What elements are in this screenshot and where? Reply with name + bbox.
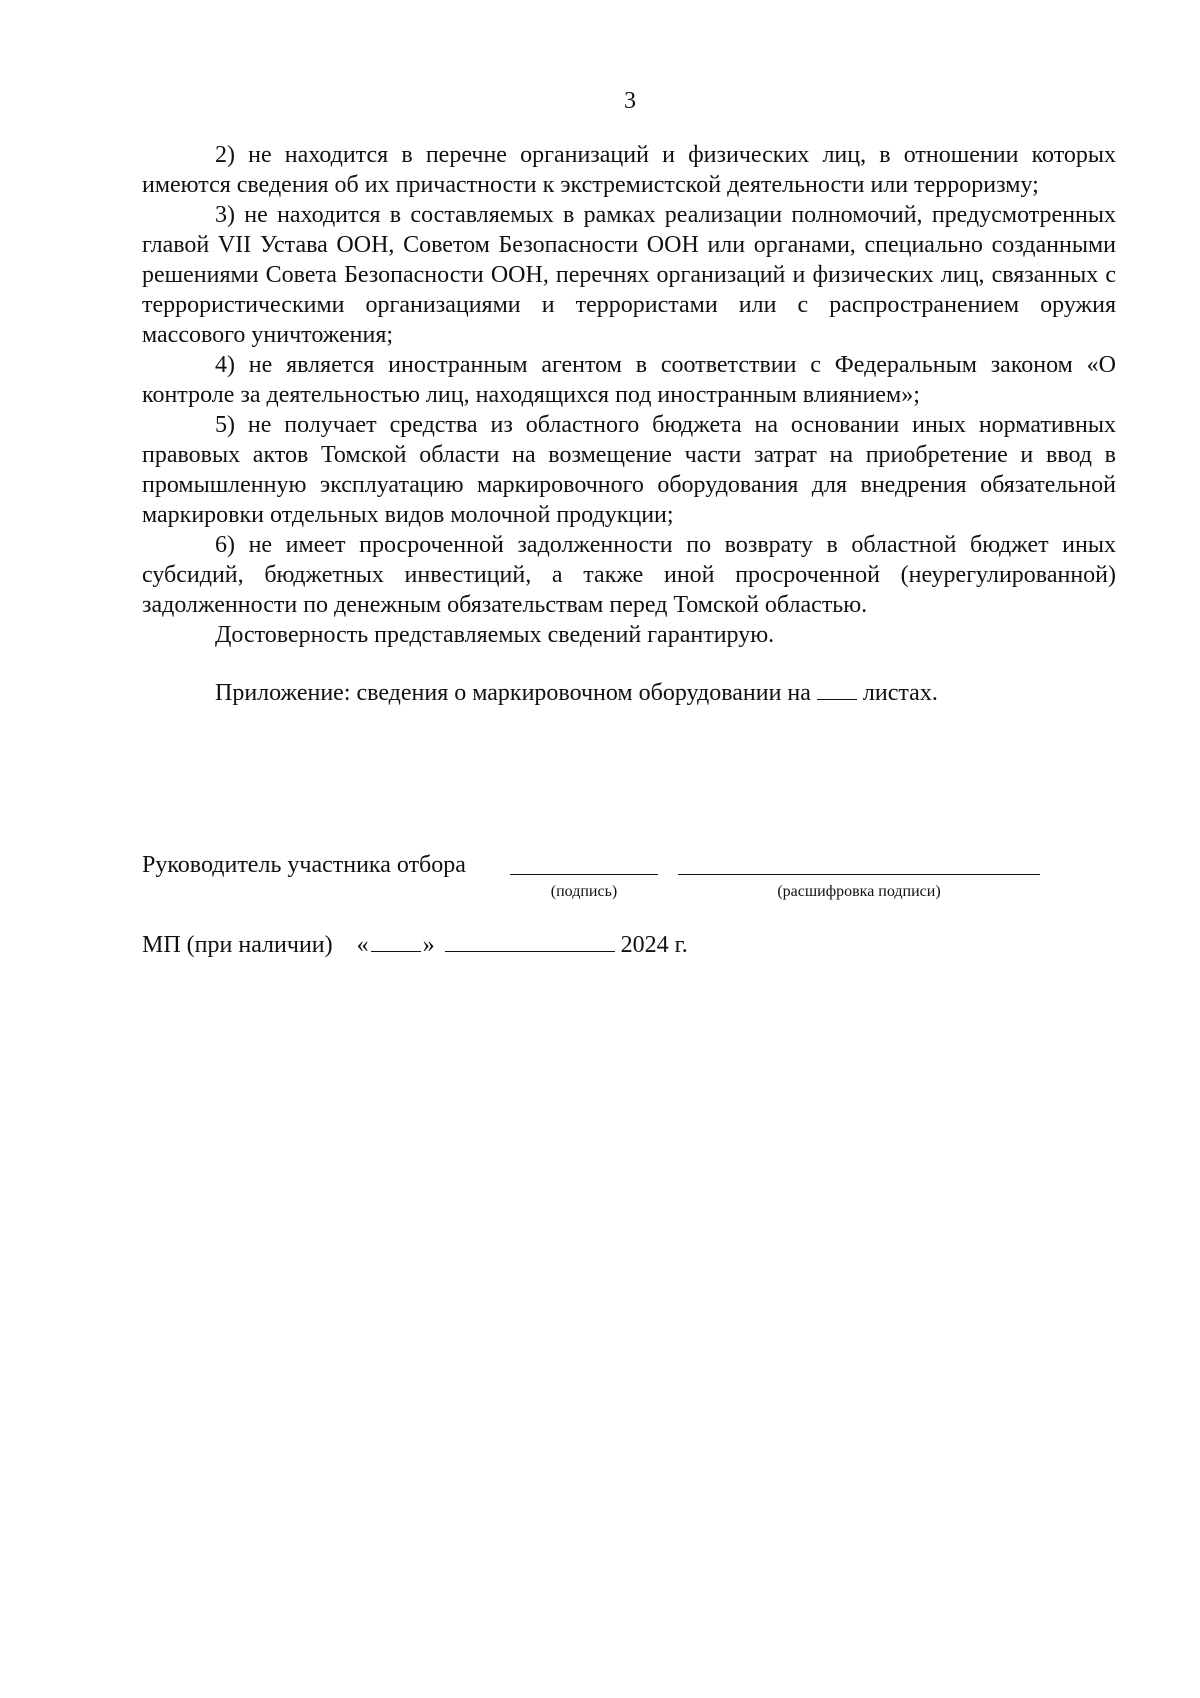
guarantee-statement: Достоверность представляемых сведений гарантирую. bbox=[215, 622, 775, 648]
signature-decode-blank[interactable] bbox=[678, 874, 1040, 875]
document-body bbox=[142, 140, 1116, 708]
open-quote: « bbox=[356, 932, 369, 958]
day-blank[interactable] bbox=[371, 931, 421, 952]
paragraph-item-3: 3) не находится в составляемых в рамках реализации полномочий, предусмотренных главой VII Устава ООН, Советом Безопасности ООН или органами, специально созданными решениями Совета Безопасности ООН, перечнях организаций и физических лиц, связанных с террористическими организациями и террористами или с распространением оружия массового уничтожения; bbox=[142, 202, 1116, 348]
paragraph-item-2: 2) не находится в перечне организаций и физических лиц, в отношении которых имеются сведения об их причастности к экстремистской деятельности или терроризму; bbox=[142, 142, 1116, 198]
month-blank[interactable] bbox=[445, 931, 615, 952]
stamp-date-row bbox=[142, 930, 1116, 960]
signature-block bbox=[142, 850, 1116, 910]
page-number: 3 bbox=[624, 88, 636, 114]
paragraph-item-5: 5) не получает средства из областного бюджета на основании иных нормативных правовых актов Томской области на возмещение части затрат на приобретение и ввод в промышленную эксплуатацию маркировочного оборудования для внедрения обязательной маркировки отдельных видов молочной продукции; bbox=[142, 412, 1116, 528]
signature-caption: (подпись) bbox=[550, 883, 618, 900]
attachment-line bbox=[142, 678, 1116, 708]
signature-label: Руководитель участника отбора bbox=[142, 852, 466, 878]
stamp-label: МП (при наличии) bbox=[142, 932, 333, 958]
sheet-count-blank[interactable] bbox=[817, 679, 857, 700]
attachment-text: Приложение: сведения о маркировочном оборудовании на bbox=[215, 680, 811, 706]
year-text: 2024 г. bbox=[620, 932, 688, 958]
paragraph-item-4: 4) не является иностранным агентом в соответствии с Федеральным законом «О контроле за деятельностью лиц, находящихся под иностранным влиянием»; bbox=[142, 352, 1116, 408]
signature-decode-caption: (расшифровка подписи) bbox=[777, 883, 941, 900]
signature-blank[interactable] bbox=[510, 874, 658, 875]
paragraph-item-6: 6) не имеет просроченной задолженности по возврату в областной бюджет иных субсидий, бюджетных инвестиций, а также иной просроченной (неурегулированной) задолженности по денежным обязательствам перед Томской областью. bbox=[142, 532, 1116, 618]
close-quote: » bbox=[422, 932, 435, 958]
attachment-suffix: листах. bbox=[862, 680, 938, 706]
